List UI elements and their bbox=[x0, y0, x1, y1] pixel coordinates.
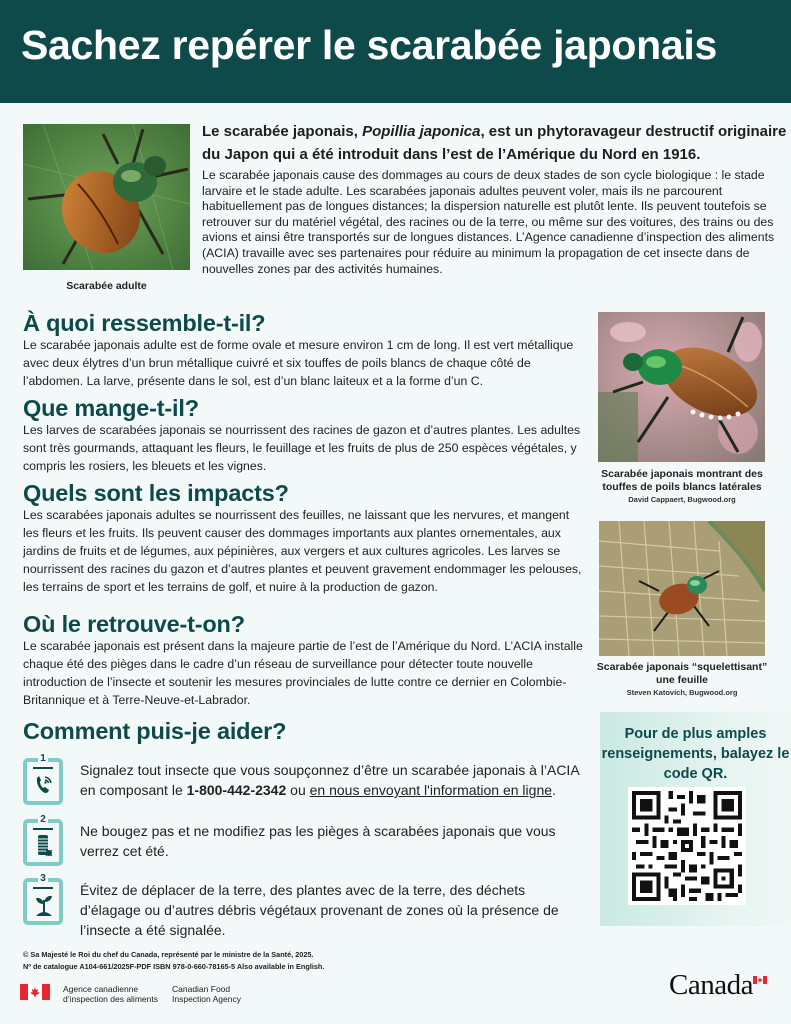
intro-lead bbox=[202, 120, 787, 166]
help-item-traps bbox=[23, 814, 583, 869]
intro-lead-part1: Le scarabée japonais, bbox=[202, 123, 363, 140]
qr-title: Pour de plus amples renseignements, balayez le code QR. bbox=[601, 726, 790, 782]
caption-text: Scarabée adulte bbox=[66, 280, 147, 292]
report-online-link[interactable]: en nous envoyant l'information en ligne bbox=[309, 782, 553, 798]
section-title-location: Où le retrouve-t-on? bbox=[23, 611, 245, 637]
page-title: Sachez repérer le scarabée japonais bbox=[21, 22, 718, 68]
copyright-text: © Sa Majesté le Roi du chef du Canada, représenté par le ministre de la Santé, 2025. bbox=[23, 950, 314, 959]
help-item-soil bbox=[23, 873, 583, 938]
intro-lead-part2: , est un phytoravageur destructif originaire du Japon qui a été introduit dans l’est de l’Amérique du Nord en 1916. bbox=[202, 123, 787, 163]
photo-credit: Steven Katovich, Bugwood.org bbox=[626, 688, 738, 697]
step-number: 3 bbox=[40, 873, 46, 884]
agency-en-line: Inspection Agency bbox=[172, 994, 241, 1004]
phone-icon bbox=[34, 772, 54, 796]
plant-icon bbox=[34, 892, 54, 918]
section-title-impacts: Quels sont les impacts? bbox=[23, 480, 289, 506]
section-body-appearance: Le scarabée japonais adulte est de forme ovale et mesure environ 1 cm de long. Il est vert métallique avec deux élytres d’un brun métallique cuivré et six touffes de poils blancs de chaque côté de l’abdomen. La larve, présente dans le sol, est d’un blanc laiteux et a la forme d’un C. bbox=[23, 338, 574, 388]
photo-credit: David Cappaert, Bugwood.org bbox=[628, 495, 736, 504]
step-number: 1 bbox=[40, 753, 46, 764]
step-3-badge bbox=[23, 873, 63, 925]
caption-text: Scarabée japonais “squelettisant” une feuille bbox=[596, 661, 768, 686]
help-text-part: Signalez tout insecte que vous soupçonnez d’être un scarabée japonais à l’ACIA en composant le bbox=[80, 762, 579, 798]
canada-wordmark: Canada bbox=[669, 969, 753, 1001]
section-title-appearance: À quoi ressemble-t-il? bbox=[23, 310, 266, 336]
qr-panel bbox=[600, 712, 791, 926]
trap-icon bbox=[34, 833, 54, 859]
phone-number[interactable]: 1-800-442-2342 bbox=[186, 782, 287, 798]
help-item-report bbox=[23, 753, 583, 808]
legal-notice bbox=[23, 949, 324, 973]
skeletonizing-leaf-photo bbox=[599, 521, 765, 656]
qr-code[interactable] bbox=[628, 787, 746, 905]
catalogue-text: Nº de catalogue A104-661/2025F-PDF ISBN 978-0-660-78165-5 Also available in English. bbox=[23, 962, 325, 971]
agency-fr-line: Agence canadienne bbox=[63, 984, 139, 994]
page-header bbox=[0, 0, 791, 103]
agency-name-fr bbox=[63, 984, 158, 1004]
adult-beetle-caption bbox=[23, 280, 190, 293]
beetle-side-photo bbox=[598, 312, 765, 462]
beetle-side-caption bbox=[596, 468, 768, 506]
help-text-part: ou bbox=[286, 782, 310, 798]
help-text-report bbox=[80, 760, 585, 800]
step-number: 2 bbox=[40, 814, 46, 825]
step-2-badge bbox=[23, 814, 63, 866]
agency-en-line: Canadian Food bbox=[172, 984, 231, 994]
step-1-badge bbox=[23, 753, 63, 805]
skeletonizing-caption bbox=[596, 661, 768, 699]
adult-beetle-photo bbox=[23, 124, 190, 270]
help-text-traps: Ne bougez pas et ne modifiez pas les pièges à scarabées japonais que vous verrez cet été. bbox=[80, 823, 556, 859]
agency-fr-line: d’inspection des aliments bbox=[63, 994, 158, 1004]
wordmark-flag-icon bbox=[753, 976, 767, 984]
help-text-soil: Évitez de déplacer de la terre, des plantes avec de la terre, des déchets d’élagage ou d’autres débris végétaux provenant de zones où la présence de l’insecte a été signalée. bbox=[80, 882, 559, 938]
caption-text: Scarabée japonais montrant des touffes de poils blancs latérales bbox=[601, 468, 763, 493]
intro-body: Le scarabée japonais cause des dommages au cours de deux stades de son cycle biologique : le stade larvaire et le stade adulte. Les scarabées japonais adultes peuvent voler, mais ils ne parcourent habituellement pas de longues distances; la dispersion naturelle est plutôt lente. Ils peuvent toutefois se retrouver sur du matériel végétal, des racines ou de la terre, ou même sur des voitures, des trains ou des avions et ainsi être transportés sur de longues distances. L’Agence canadienne d’inspection des aliments (ACIA) travaille avec ses partenaires pour réduire au minimum la propagation de cet insecte dans de nouvelles zones par des activités humaines. bbox=[202, 168, 775, 276]
section-body-location: Le scarabée japonais est présent dans la majeure partie de l’est de l’Amérique du Nord. L’ACIA installe chaque été des pièges dans le cadre d’un réseau de surveillance pour détecter toute nouvelle introduction de l’insecte et soutenir les mesures provinciales de lutte contre ce dernier en Colombie-Britannique et à Terre-Neuve-et-Labrador. bbox=[23, 639, 583, 707]
section-title-diet: Que mange-t-il? bbox=[23, 395, 199, 421]
section-body-diet: Les larves de scarabées japonais se nourrissent des racines de gazon et d’autres plantes. Les adultes sont très gourmands, attaquant les fleurs, le feuillage et les fruits de plus de 250 espèces végétales, y compris les rosiers, les bleuets et les vignes. bbox=[23, 423, 581, 473]
section-title-help: Comment puis-je aider? bbox=[23, 718, 287, 744]
section-body-impacts: Les scarabées japonais adultes se nourrissent des feuilles, ne laissant que les nervures, et mangent les fleurs et les fruits. Ils peuvent causer des dommages importants aux plantes ornementales, aux jardins de fruits et de légumes, aux pépinières, aux vergers et aux cultures agricoles. Les larves se nourrissent des racines du gazon et d’autres plantes et peuvent gravement endommager les pelouses, les terrains de sport et les terrains de golf, et nuire à la production de gazon. bbox=[23, 508, 582, 594]
help-text-part: . bbox=[552, 782, 556, 798]
canada-flag-icon bbox=[20, 984, 50, 1000]
species-name: Popillia japonica bbox=[362, 123, 481, 140]
agency-name-en bbox=[172, 984, 241, 1004]
